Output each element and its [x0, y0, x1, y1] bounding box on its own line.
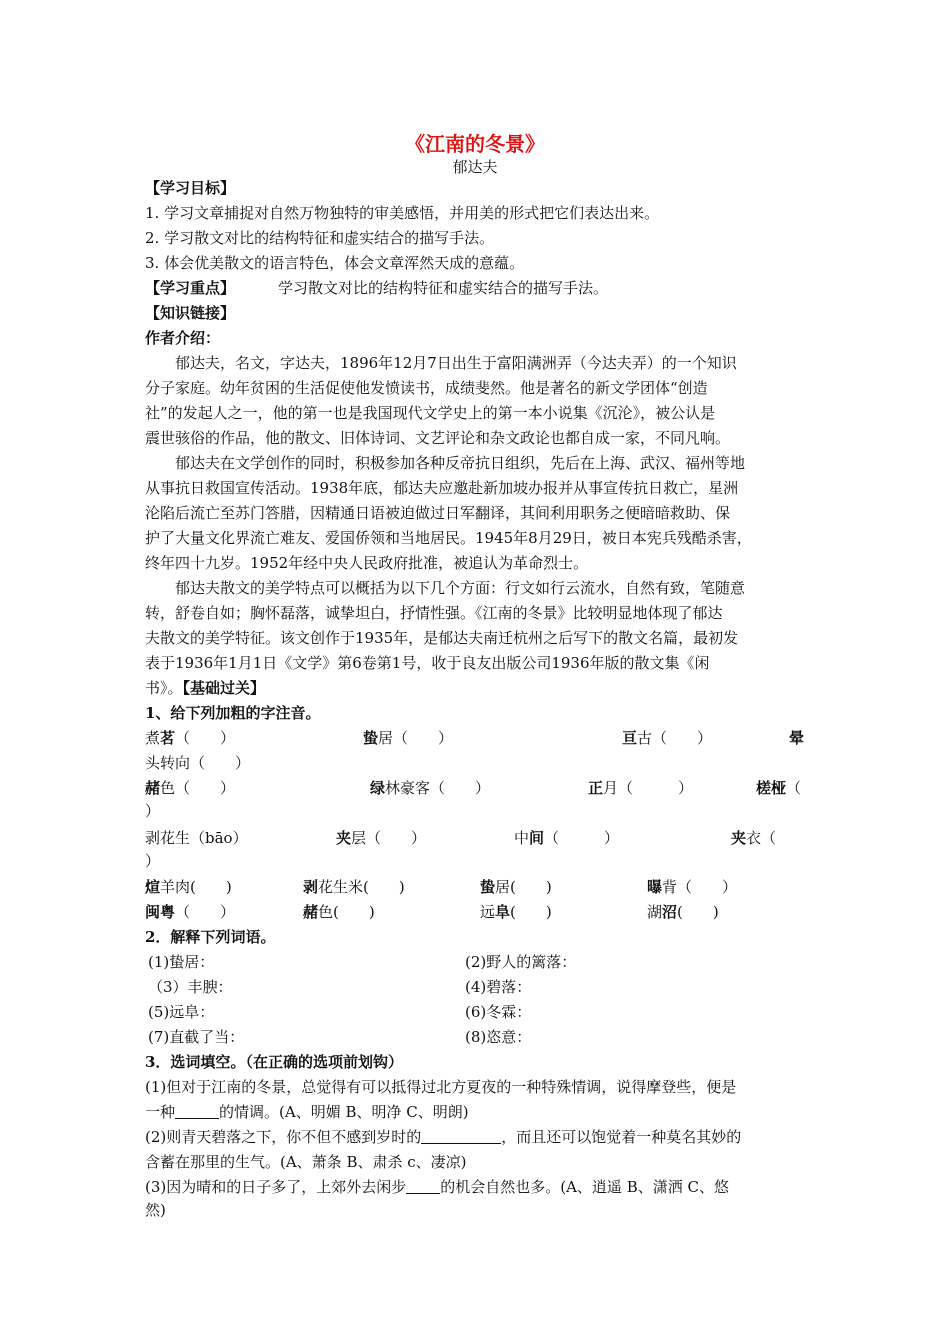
pinyin-item: 煮茗（ ） — [145, 729, 236, 747]
answer-blank[interactable] — [175, 1104, 219, 1119]
pinyin-item: 中间（ ） — [514, 829, 620, 847]
pinyin-item: 亘古（ ） — [622, 729, 713, 747]
pinyin-item-continued: 头转向（ ） — [145, 754, 251, 772]
pinyin-item: 剥花生（bāo） — [145, 829, 248, 847]
author-name: 郁达夫 — [452, 158, 498, 176]
section-heading-link: 【知识链接】 — [145, 304, 236, 322]
focus-text: 学习散文对比的结构特征和虚实结合的描写手法。 — [278, 279, 609, 297]
pinyin-item: 夹衣（ — [731, 829, 777, 847]
pinyin-item: 闽粤（ ） — [145, 903, 236, 921]
pinyin-item: 远阜( ) — [480, 903, 552, 921]
pinyin-item: 剥花生米( ) — [303, 878, 405, 896]
pinyin-item: 正月（ ） — [588, 779, 694, 797]
fill-question-line: 然) — [145, 1201, 166, 1219]
pinyin-item: 湖沼( ) — [647, 903, 719, 921]
pinyin-item: 曝背（ ） — [647, 878, 738, 896]
author-intro-label: 作者介绍： — [145, 329, 221, 347]
question-3-title: 3．选词填空。（在正确的选项前划钩） — [145, 1053, 403, 1071]
fill-question-line: 一种 的情调。(A、明媚 B、明净 C、明朗) — [145, 1103, 469, 1121]
pinyin-item: 晕 — [789, 729, 805, 747]
paragraph-line: 分子家庭。幼年贫困的生活促使他发愤读书，成绩斐然。他是著名的新文学团体“创造 — [145, 379, 708, 397]
vocab-item: (1)蛰居： — [148, 953, 215, 971]
vocab-item: (4)碧落： — [465, 978, 532, 996]
vocab-item: (7)直截了当： — [148, 1028, 245, 1046]
document-title: 《江南的冬景》 — [405, 132, 545, 156]
paragraph-line: 郁达夫，名文，字达夫，1896年12月7日出生于富阳满洲弄（今达夫弄）的一个知识 — [175, 354, 737, 372]
vocab-item: （3）丰腴： — [148, 978, 233, 996]
question-2-title: 2．解释下列词语。 — [145, 928, 276, 946]
paragraph-end: 书》。 — [145, 679, 183, 697]
pinyin-item: 赭色（ ） — [145, 779, 236, 797]
goal-item: 3. 体会优美散文的语言特色，体会文章浑然天成的意蕴。 — [145, 254, 525, 272]
section-heading-goals: 【学习目标】 — [145, 179, 236, 197]
pinyin-item: 夹层（ ） — [336, 829, 427, 847]
fill-question-line: (3)因为晴和的日子多了，上郊外去闲步 的机会自然也多。(A、逍遥 B、潇洒 C、悠 — [145, 1178, 729, 1196]
answer-blank[interactable] — [406, 1179, 440, 1194]
vocab-item: (5)远阜： — [148, 1003, 215, 1021]
pinyin-item: 蛰居（ ） — [363, 729, 454, 747]
paragraph-line: 终年四十九岁。1952年经中央人民政府批准，被追认为革命烈士。 — [145, 554, 589, 572]
paragraph-line: 震世骇俗的作品，他的散文、旧体诗词、文艺评论和杂文政论也都自成一家，不同凡响。 — [145, 429, 731, 447]
fill-question-line: 含蓄在那里的生气。(A、萧条 B、肃杀 c、凄凉) — [145, 1153, 467, 1171]
pinyin-item: 槎桠（ — [756, 779, 802, 797]
paragraph-line: 表于1936年1月1日《文学》第6卷第1号，收于良友出版公司1936年版的散文集《闲 — [145, 654, 710, 672]
pinyin-item: 绿林豪客（ ） — [370, 779, 491, 797]
answer-blank[interactable] — [421, 1129, 501, 1144]
question-1-title: 1、给下列加粗的字注音。 — [145, 704, 321, 722]
goal-item: 2. 学习散文对比的结构特征和虚实结合的描写手法。 — [145, 229, 495, 247]
paragraph-line: 护了大量文化界流亡难友、爱国侨领和当地居民。1945年8月29日，被日本宪兵残酷杀害， — [145, 529, 752, 547]
pinyin-item: 赭色( ) — [303, 903, 375, 921]
vocab-item: (6)冬霖： — [465, 1003, 532, 1021]
paragraph-line: 夫散文的美学特征。该文创作于1935年，是郁达夫南迁杭州之后写下的散文名篇，最初发 — [145, 629, 739, 647]
paragraph-line: 从事抗日救国宣传活动。1938年底，郁达夫应邀赴新加坡办报并从事宣传抗日救亡，星洲 — [145, 479, 739, 497]
pinyin-item-continued: ） — [145, 852, 161, 870]
paragraph-line: 社”的发起人之一，他的第一也是我国现代文学史上的第一本小说集《沉沦》，被公认是 — [145, 404, 716, 422]
pinyin-item: 煊羊肉( ) — [145, 878, 232, 896]
paragraph-line: 郁达夫在文学创作的同时，积极参加各种反帝抗日组织，先后在上海、武汉、福州等地 — [175, 454, 746, 472]
goal-item: 1. 学习文章捕捉对自然万物独特的审美感悟，并用美的形式把它们表达出来。 — [145, 204, 660, 222]
fill-question-line: (1)但对于江南的冬景，总觉得有可以抵得过北方夏夜的一种特殊情调，说得摩登些，便是 — [145, 1078, 737, 1096]
fill-question-line: (2)则青天碧落之下，你不但不感到岁时的 ，而且还可以饱觉着一种莫名其妙的 — [145, 1128, 742, 1146]
pinyin-item: 蛰居( ) — [480, 878, 552, 896]
section-heading-focus: 【学习重点】 — [145, 279, 236, 297]
pinyin-item-continued: ） — [145, 802, 161, 820]
paragraph-line: 沦陷后流亡至苏门答腊，因精通日语被迫做过日军翻译，其间利用职务之便暗暗救助、保 — [145, 504, 731, 522]
vocab-item: (2)野人的篱落： — [465, 953, 577, 971]
section-heading-basic: 【基础过关】 — [182, 679, 266, 697]
paragraph-line — [145, 678, 265, 698]
paragraph-line: 转，舒卷自如；胸怀磊落，诚挚坦白，抒情性强。《江南的冬景》比较明显地体现了郁达 — [145, 604, 723, 622]
vocab-item: (8)恣意： — [465, 1028, 532, 1046]
paragraph-line: 郁达夫散文的美学特点可以概括为以下几个方面：行文如行云流水，自然有致，笔随意 — [175, 579, 746, 597]
